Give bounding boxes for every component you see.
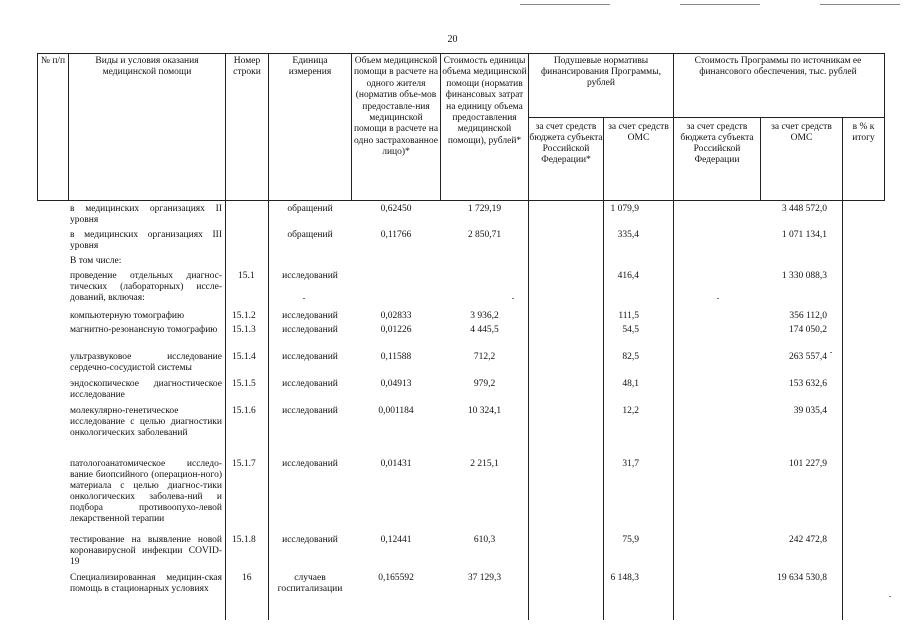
row-cost: 2 215,1 [470,459,499,469]
row-label: компьютерную томографию [70,311,185,321]
row-number: 15.1 [238,271,255,281]
row-pc-oms: 82,5 [622,352,639,362]
row-pc-oms: 75,9 [622,535,639,545]
row-cost: 979,2 [473,379,496,389]
row-prog-oms: 1 071 134,1 [781,230,827,240]
row-pc-oms: 416,4 [617,271,639,281]
scan-speck [303,298,305,299]
col-border [268,200,269,620]
row-pc-oms: 6 148,3 [610,573,639,583]
scan-line [680,4,760,5]
row-number: 15.1.5 [232,379,256,389]
row-cost: 1 729,19 [467,204,502,214]
row-cost: 712,2 [473,352,496,362]
row-volume: 0,165592 [378,573,414,583]
row-number: 15.1.3 [232,325,256,335]
row-volume: 0,04913 [380,379,412,389]
row-pc-oms: 54,5 [622,325,639,335]
row-pc-oms: 48,1 [622,379,639,389]
col-border [603,200,604,620]
scan-speck [717,298,719,299]
header-pc-budget: за счет средств бюджета субъекта Российской Федерации* [529,122,603,165]
page-number: 20 [447,34,458,45]
row-label: эндоскопическое диагностическое исследование [70,379,222,400]
row-label: В том числе: [70,256,122,266]
row-number: 15.1.7 [232,459,256,469]
row-label: Специализированная медицин-ская помощь в стационарных условиях [70,573,222,594]
col-border [673,200,674,620]
header-kinds: Виды и условия оказания медицинской помощи [95,56,199,77]
header-prog-budget: за счет средств бюджета субъекта Российской Федерации [680,122,754,165]
row-volume: 0,01431 [380,459,412,469]
scan-speck [512,298,514,299]
scan-line [520,4,610,5]
row-prog-oms: 242 472,8 [789,535,827,545]
row-label: тестирование на выявление новой коронавирусной инфекции COVID-19 [70,535,222,567]
row-prog-oms: 19 634 530,8 [777,573,827,583]
header-split-line [528,117,885,118]
row-prog-oms: 153 632,6 [789,379,827,389]
row-volume: 0,62450 [380,204,412,214]
header-per-capita: Подушевые нормативы финансирования Программы, рублей [541,56,661,88]
header-program-cost: Стоимость Программы по источникам ее финансового обеспечения, тыс. рублей [694,56,862,77]
header-prog-oms: за счет средств ОМС [771,122,832,143]
header-pc-oms: за счет средств ОМС [608,122,669,143]
row-volume: 0,12441 [380,535,412,545]
row-volume: 0,02833 [380,311,412,321]
row-unit: исследований [282,459,338,469]
header-volume: Объем медицинской помощи в расчете на одного жителя (норматив объе-мов предоставле-ния медицинской помощи в расчете на одно застрахованное лицо)* [353,56,439,158]
row-pc-oms: 1 079,9 [610,204,639,214]
row-pc-oms: 12,2 [622,406,639,416]
row-number: 15.1.6 [232,406,256,416]
row-cost: 610,3 [473,535,496,545]
row-prog-oms: 356 112,0 [789,311,827,321]
row-unit: исследований [282,379,338,389]
header-unit: Единица измерения [288,56,332,77]
header-line-no: Номер строки [233,56,261,77]
row-label: патологоанатомическое исследо-вание биопсийного (операцион-ного) материала с целью диагнос-тики онкологических заболева-ний и подбора противоопухо-левой лекарственной терапии [70,459,222,524]
col-border [268,53,269,201]
row-cost: 10 324,1 [467,406,502,416]
header-bottom-border [37,200,885,201]
row-number: 15.1.4 [232,352,256,362]
row-number: 16 [242,573,252,583]
col-border [68,53,69,201]
row-label: молекулярно-генетическое исследование с целью диагностики онкологических заболеваний [70,406,222,438]
header-num: № п/п [40,56,66,66]
col-border [842,200,843,620]
row-prog-oms: 174 050,2 [789,325,827,335]
row-volume: 0,11588 [380,352,412,362]
row-cost: 2 850,71 [467,230,502,240]
row-pc-oms: 31,7 [622,459,639,469]
scan-line [820,4,900,5]
row-prog-oms: 263 557,4 [789,352,827,362]
row-label: в медицинских организациях III уровня [70,230,222,251]
row-volume: 0,01226 [380,325,412,335]
row-unit: обращений [287,204,333,214]
row-prog-oms: 1 330 088,3 [781,271,827,281]
col-border [37,53,38,201]
row-unit: исследований [282,311,338,321]
row-volume: 0,001184 [378,406,414,416]
row-unit: обращений [287,230,333,240]
row-label: в медицинских организациях II уровня [70,204,222,225]
row-unit: исследований [282,352,338,362]
col-border [528,200,529,620]
row-number: 15.1.2 [232,311,256,321]
row-volume: 0,11766 [380,230,412,240]
scan-speck [830,352,832,353]
scan-speck [889,596,891,597]
row-cost: 3 936,2 [470,311,499,321]
row-label: магнитно-резонансную томографию [70,325,218,335]
col-border [225,200,226,620]
row-pc-oms: 335,4 [617,230,639,240]
row-prog-oms: 101 227,9 [789,459,827,469]
row-unit: случаев госпитализации [277,573,343,594]
row-unit: исследований [282,406,338,416]
row-prog-oms: 39 035,4 [793,406,827,416]
row-label: ультразвуковое исследование сердечно-сосудистой системы [70,352,222,373]
header-cost: Стоимость единицы объема медицинской помощи (норматив финансовых затрат на единицу объема предоставления медицинской помощи), рублей* [442,56,527,146]
row-cost: 37 129,3 [467,573,502,583]
header-prog-pct: в % к итогу [852,122,875,143]
row-unit: исследований [282,325,338,335]
row-pc-oms: 111,5 [618,311,639,321]
row-cost: 4 445,5 [470,325,499,335]
row-number: 15.1.8 [232,535,256,545]
row-label: проведение отдельных диагнос-тических (лабораторных) иссле-дований, включая: [70,271,222,303]
row-unit: исследований [282,271,338,281]
table-top-border [37,53,885,54]
row-prog-oms: 3 448 572,0 [781,204,827,214]
col-border [884,53,885,201]
row-unit: исследований [282,535,338,545]
